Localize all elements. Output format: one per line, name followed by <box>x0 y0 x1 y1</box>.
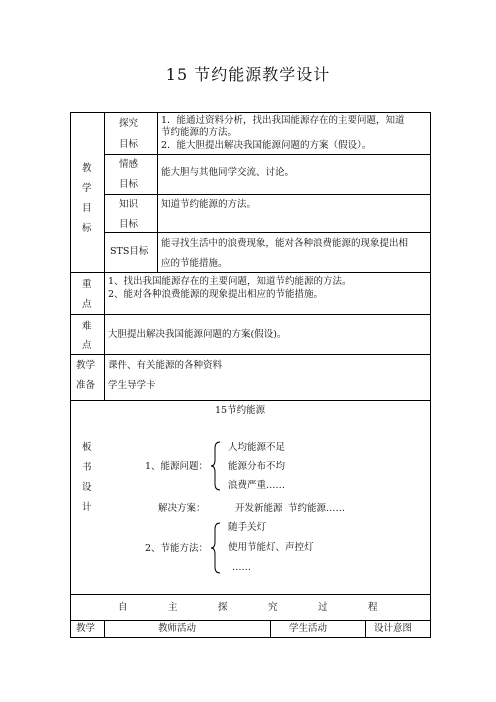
sts-goal-text: 应的节能措施。 <box>161 258 228 269</box>
board-problem-item: 能源分布不均 <box>228 461 286 472</box>
board-solution-item: 开发新能源 <box>235 503 283 514</box>
board-methods-label: 2、节能方法： <box>145 543 209 554</box>
prep-text: 课件、有关能源的各种资料 <box>108 360 223 371</box>
difficulty-text: 大胆提出解决我国能源问题的方案(假设)。 <box>108 329 287 340</box>
prep-label: 教学 <box>76 360 96 371</box>
board-label: 书 <box>82 462 92 473</box>
knowledge-goal-label: 目标 <box>119 219 139 230</box>
board-label: 板 <box>82 442 92 453</box>
explore-goal-label: 探究 <box>119 118 139 129</box>
explore-goal-text: 1．能通过资料分析，找出我国能源存在的主要问题，知道 <box>161 115 405 126</box>
goals-header-char: 教 <box>82 163 92 174</box>
brace-icon <box>210 441 222 491</box>
difficulty-label: 难 <box>82 321 92 332</box>
page-title: 15 节约能源教学设计 <box>165 65 331 84</box>
keypoints-text: 1、找出我国能源存在的主要问题，知道节约能源的方法。 <box>108 276 352 287</box>
explore-goal-label: 目标 <box>119 139 139 150</box>
explore-goal-text: 2．能大胆提出解决我国能源问题的方案（假设）。 <box>161 140 372 151</box>
keypoints-text: 2、能对各种浪费能源的现象提出相应的节能措施。 <box>108 289 324 300</box>
sts-goal-label: STS目标 <box>110 246 149 257</box>
keypoints-label: 点 <box>82 299 92 310</box>
board-solution-item: 节约能源…… <box>288 503 346 514</box>
column-header: 教师活动 <box>158 623 197 634</box>
board-heading: 15节约能源 <box>215 405 266 416</box>
board-problems-label: 1、能源问题： <box>145 461 209 472</box>
prep-text: 学生导学卡 <box>108 380 156 391</box>
board-solution-label: 解决方案： <box>158 503 206 514</box>
board-problem-item: 浪费严重…… <box>228 480 286 491</box>
brace-icon <box>210 522 222 574</box>
board-method-item: 随手关灯 <box>228 522 267 533</box>
knowledge-goal-label: 知识 <box>119 199 139 210</box>
column-header: 教学 <box>76 623 96 634</box>
goals-header-char: 目 <box>82 203 92 214</box>
sts-goal-text: 能寻找生活中的浪费现象，能对各种浪费能源的现象提出相 <box>161 238 409 249</box>
emotion-goal-label: 情感 <box>119 159 139 170</box>
emotion-goal-text: 能大胆与其他同学交流、讨论。 <box>161 167 295 178</box>
board-method-item: 使用节能灯、声控灯 <box>228 542 314 553</box>
explore-goal-text: 节约能源的方法。 <box>161 127 238 138</box>
column-header: 设计意图 <box>374 623 413 634</box>
keypoints-label: 重 <box>82 279 92 290</box>
prep-label: 准备 <box>76 380 96 391</box>
goals-header-char: 标 <box>82 223 92 234</box>
board-label: 设 <box>82 482 92 493</box>
board-label: 计 <box>82 502 92 513</box>
emotion-goal-label: 目标 <box>119 179 139 190</box>
board-method-item: …… <box>232 562 251 573</box>
goals-header-char: 学 <box>82 183 92 194</box>
knowledge-goal-text: 知道节约能源的方法。 <box>161 199 257 210</box>
difficulty-label: 点 <box>82 340 92 351</box>
column-header: 学生活动 <box>289 623 328 634</box>
board-problem-item: 人均能源不足 <box>228 442 286 453</box>
